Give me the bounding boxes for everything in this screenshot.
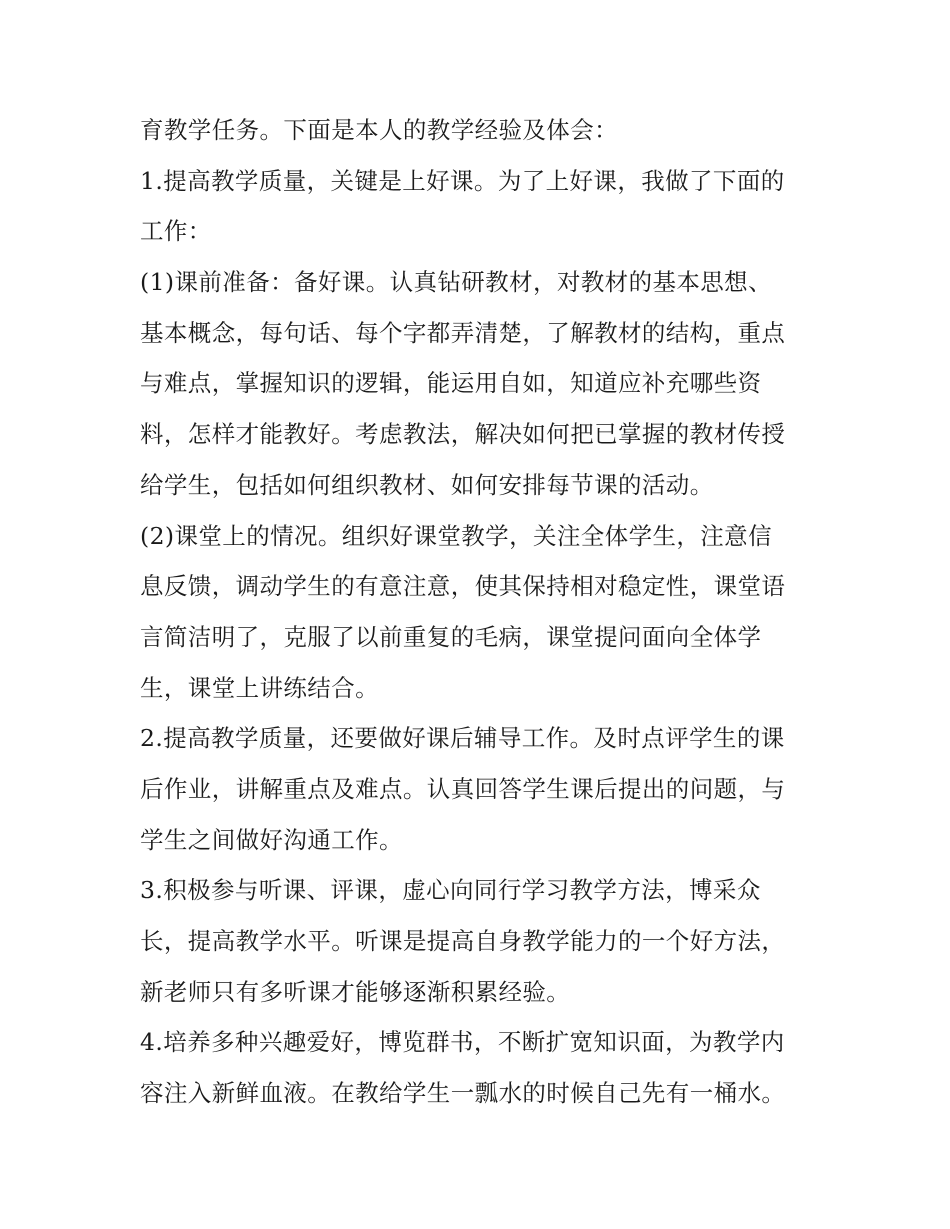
text-line: 言简洁明了，克服了以前重复的毛病，课堂提问面向全体学 (140, 623, 762, 651)
text-line: 生，课堂上讲练结合。 (140, 674, 379, 702)
text-line: 长，提高教学水平。听课是提高自身教学能力的一个好方法， (140, 927, 786, 955)
text-line: 基本概念，每句话、每个字都弄清楚，了解教材的结构，重点 (140, 319, 786, 347)
text-line: (2)课堂上的情况。组织好课堂教学，关注全体学生，注意信 (140, 522, 772, 550)
text-line: 新老师只有多听课才能够逐渐积累经验。 (140, 978, 571, 1006)
text-line: 料，怎样才能教好。考虑教法，解决如何把已掌握的教材传授 (140, 420, 786, 448)
text-line: (1)课前准备：备好课。认真钻研教材，对教材的基本思想、 (140, 268, 772, 296)
text-line: 给学生，包括如何组织教材、如何安排每节课的活动。 (140, 471, 714, 499)
text-line: 学生之间做好沟通工作。 (140, 826, 403, 854)
text-line: 1.提高教学质量，关键是上好课。为了上好课，我做了下面的 (140, 167, 785, 195)
text-line: 容注入新鲜血液。在教给学生一瓢水的时候自己先有一桶水。 (140, 1079, 786, 1107)
text-line: 工作： (140, 217, 212, 245)
text-line: 后作业，讲解重点及难点。认真回答学生课后提出的问题，与 (140, 775, 786, 803)
text-line: 3.积极参与听课、评课，虚心向同行学习教学方法，博采众 (140, 876, 761, 904)
text-line: 育教学任务。下面是本人的教学经验及体会： (140, 116, 618, 144)
text-line: 与难点，掌握知识的逻辑，能运用自如，知道应补充哪些资 (140, 369, 762, 397)
text-line: 2.提高教学质量，还要做好课后辅导工作。及时点评学生的课 (140, 724, 785, 752)
text-line: 息反馈，调动学生的有意注意，使其保持相对稳定性，课堂语 (140, 572, 786, 600)
text-line: 4.培养多种兴趣爱好，博览群书，不断扩宽知识面，为教学内 (140, 1028, 785, 1056)
